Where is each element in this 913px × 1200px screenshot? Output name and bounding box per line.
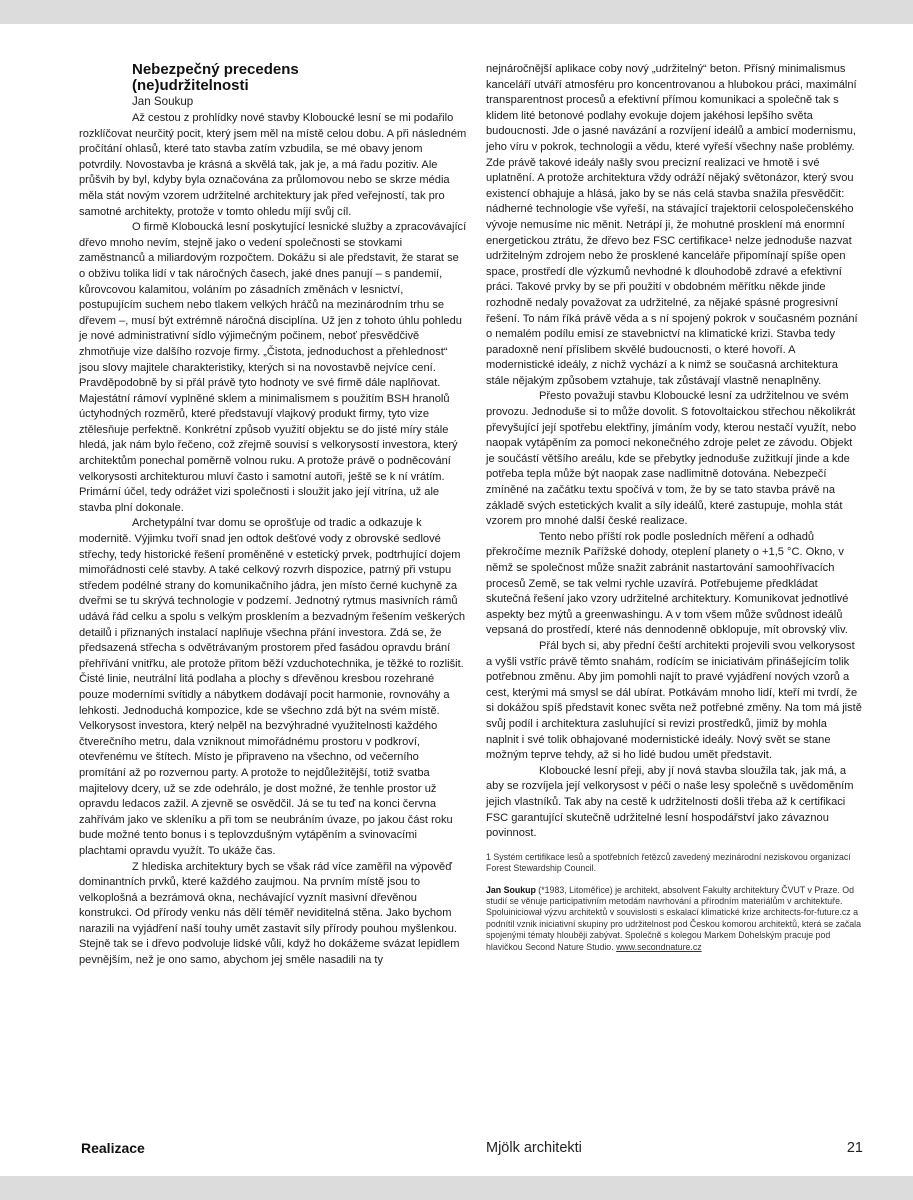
article-author: Jan Soukup bbox=[132, 95, 194, 108]
magazine-page bbox=[0, 24, 913, 1176]
body-paragraph: nejnáročnější aplikace coby nový „udržitelný“ beton. Přísný minimalismus kanceláří utváří atmosféru pro koncentrovanou a hlubokou práci, maximální transparentnost procesů a efektivní přímou komunikaci a společně tak s klidem lité betonové podlahy evokuje dojem jakéhosi lepšího světa budoucnosti. Jde o jasné navázání a rozvíjení ideálů a ambicí modernismu, jeho víru v pokrok, technologii a vědu, které vyřeší všechny naše problémy. Zde právě takové ideály našly svou precizní realizaci ve hmotě i své uplatnění. A protože architektura vždy odráží nějaký světonázor, který svou existencí obhajuje a hlásá, jako by se nás celá stavba snažila přesvědčit: nádherné technologie vše vyřeší, na stávající trajektorii celospolečenského vývoje nemusíme nic měnit. Netrápí ji, že mohutné prosklení má enormní energetickou ztrátu, že dřevo bez FSC certifikace¹ nelze jednoduše nazvat udržitelným zdrojem nebo že prosklené kanceláře připomínají spíše open space, prostředí dle výzkumů nevhodné k dlouhodobě zdravé a efektivní práci. Takové prvky by se při použití v obdobném měřítku někde jinde rozhodně nedaly považovat za udržitelné, za nějaké spásné progresivní řešení. To nám říká právě věda a s ní spojený pokrok v současném poznání o nemalém podílu emisí ze stavebnictví na klimatické krizi. Stavba tedy paradoxně není příslibem skvělé budoucnosti, o které hovoří. A modernistické ideály, z nichž vychází a k nimž se současná architektura stále nějakým způsobem vztahuje, tak zůstávají vlastně nenaplněny. bbox=[486, 63, 858, 387]
bio-author-name: Jan Soukup bbox=[486, 884, 536, 895]
title-line-1: Nebezpečný precedens bbox=[132, 61, 299, 78]
body-paragraph: Kloboucké lesní přeji, aby jí nová stavba sloužila tak, jak má, a aby se rozvíjela její velkorysost v péči o naše lesy společně s uvědoměním jejich vlastníků. Tak aby na cestě k udržitelnosti došli třeba až k certifikaci FSC garantující skutečně udržitelné lesní hospodářství jako závaznou povinnost. bbox=[486, 764, 854, 840]
right-column bbox=[486, 62, 862, 953]
body-paragraph: O firmě Kloboucká lesní poskytující lesnické služby a zpracovávající dřevo mnoho nevím, stejně jako o vedení společnosti se stovkami zaměstnanců a miliardovým rozpočtem. Dokážu si ale představit, že starat se o obživu tolika lidí v tak náročných časech, jaké dnes panují – s pandemií, kůrovcovou kalamitou, voláním po zásadních změnách v lesnictví, postupujícím suchem nebo tlakem velkých hráčů na mezinárodním trhu se dřevem –, musí být extrémně náročná disciplína. Už jen z tohoto úhlu pohledu je nové administrativní sídlo výjimečným počinem, neboť přesvědčivě zhmotňuje vize dalšího rozvoje firmy. „Čistota, jednoduchost a přehlednost“ jsou slovy majitele charakteristiky, kterých si na novostavbě nejvíce cení. Pravděpodobně by si přál právě tyto hodnoty ve své firmě dále naplňovat. Majestátní rámoví vyplněné sklem a minimalismem s použitím BSH hranolů úctyhodných rozměrů, které představují vlajkový produkt firmy, tyto vize ztělesňuje perfektně. Konkrétní způsob využití objektu se do jisté míry stále hledá, jak nám bylo řečeno, což zřejmě souvisí s velkorysostí investora, který architektům ponechal poměrně volnou ruku. A protože právě o podněcování velkorysosti architekturou mluví často i samotní autoři, ještě se k ní vrátím. Primární účel, tedy odrážet vizi společnosti i sloužit jako její vitrína, už ale stavba plní dokonale. bbox=[79, 221, 467, 514]
body-paragraph: Archetypální tvar domu se oprošťuje od tradic a odkazuje k modernitě. Výjimku tvoří snad jen odtok dešťové vody z obrovské sedlové střechy, tedy historické řešení proměněné v estetický prvek, podtrhující dojem mimořádnosti celé stavby. A také celkový rozvrh dispozice, patrný při vstupu středem podélné strany do komunikačního jádra, jen místo černé kuchyně za dveřmi se tu skrývá technologie v podzemí. Jednotný rytmus masivních rámů udává řád celku a spolu s velkým prosklením a bezvadným řešením veškerých detailů i přiznaných instalací naplňuje všechna přání investora. Zdá se, že předsazená střecha s odvětrávaným prostorem před fasádou opravdu brání přehřívání vnitřku, ale protože přitom běží vzduchotechnika, je těžké to rozlišit. Čisté linie, neutrální litá podlaha a plochy s dřevěnou kresbou rozehrané pouze moderními svítidly a nábytkem dodávají pocit harmonie, rovnováhy a lehkosti. Jednoduchá kompozice, kde se všechno zdá být na svém místě. Velkorysost investora, který nelpěl na bezvýhradné využitelnosti každého čtverečního metru, dala vzniknout mimořádnému prostoru v podkroví, otevřenému ve štítech. Místo je připraveno na všechno, od večerního promítání až po rozvernou party. A protože to nejdůležitější, totiž svatba majitelovy dcery, už se zde odehrálo, je dost možné, že tenhle prostor už opravdu ledacos zažil. A zjevně se osvědčil. Já se tu teď na konci června zahřívám jako ve skleníku a při tom se neubráním úvaze, po jakou část roku bude možné tento bonus i s teplovzdušným vytápěním a svinovacími plachtami opravdu využít. To ukáže čas. bbox=[79, 517, 465, 857]
footer-section-name: Realizace bbox=[81, 1140, 145, 1156]
left-column bbox=[79, 62, 467, 969]
footer-page-number: 21 bbox=[846, 1140, 863, 1156]
article-title bbox=[79, 62, 467, 94]
footnote: 1 Systém certifikace lesů a spotřebních řetězců zavedený mezinárodní neziskovou organizací Forest Stewardship Council. bbox=[486, 851, 851, 874]
body-paragraph: Z hlediska architektury bych se však rád více zaměřil na výpověď dominantních prvků, které každého zaujmou. Na prvním místě jsou to velkoplošná a bezrámová okna, nechávající vyznít masivní dřevěnou konstrukci. Od přírody venku nás dělí téměř neviditelná stěna. Jako bychom narazili na vyjádření naší touhy umět zastavit síly přírody pouhou myšlenkou. Stejně tak se i dřevo podvoluje lidské vůli, když ho dokážeme svázat lepidlem pevnějším, než je ono samo, abychom jej směle nasadili na ty bbox=[79, 860, 460, 967]
bio-text: (*1983, Litoměřice) je architekt, absolvent Fakulty architektury ČVUT v Praze. Od studií se věnuje participativním metodám navrhování a přírodním materiálům v architektuře. Spoluiniciował výzvu architektů v souvislosti s eskalací klimatické krize architects-for-future.cz a podnítil vznik iniciativní skupiny pro udržitelnost pod Českou komorou architektů, která se začala spojenými tématy hlouběji zabývat. Společně s kolegou Markem Dohelským pracuje pod hlavičkou Second Nature Studio. bbox=[486, 884, 862, 952]
body-paragraph: Až cestou z prohlídky nové stavby Kloboucké lesní se mi podařilo rozklíčovat neurčitý pocit, který jsem měl na místě celou dobu. A při následném pročítání ohlasů, které tato stavba zatím vzbudila, se mé obavy jenom potvrdily. Novostavba je krásná a skvělá tak, jak je, a má řadu pozitiv. Ale průšvih by byl, kdyby byla označována za průlomovou nebo se skrze média měla stát novým vzorem udržitelné architektury jak před veřejností, tak pro samotné architekty, protože v tomto ohledu míjí svůj cíl. bbox=[79, 112, 467, 218]
body-paragraph: Tento nebo příští rok podle posledních měření a odhadů překročíme mezník Pařížské dohody, oteplení planety o +1,5 °C. Okno, v němž se společnost může snažit zabránit nastartování samoohřívacích procesů Země, se tak velmi rychle uzavírá. Potřebujeme předkládat skutečná řešení jako vzory udržitelné architektury. Komunikovat jednotlivé aspekty bez mýtů a greenwashingu. A v tom všem může svůdnost ideálů vepsaná do prostředí, které nás dennodenně obklopuje, mít obrovský vliv. bbox=[486, 530, 849, 637]
footer-magazine-name: Mjölk architekti bbox=[486, 1140, 582, 1156]
author-bio bbox=[486, 885, 862, 953]
title-line-2: (ne)udržitelnosti bbox=[132, 77, 249, 94]
body-paragraph: Přál bych si, aby přední čeští architekti projevili svou velkorysost a vyšli vstříc právě těmto snahám, rodícím se iniciativám přinášejícím tolik potřebnou změnu. Aby jim pomohli najít to pravé vyjádření nových vzorů a cest, kterými má smysl se dál ubírat. Potkávám mnoho lidí, kteří mi tvrdí, že si dokážou spíš představit konec světa než potřebné změny. Na tom má jistě svůj podíl i architektura zasluhující si revizi prostředků, jimiž by mohla naplnit i své tolik obhajované modernistické ideály. Nový svět se stane možným teprve tehdy, až si ho lidé budou umět představit. bbox=[486, 639, 862, 762]
page-footer bbox=[0, 1134, 913, 1176]
body-paragraph: Přesto považuji stavbu Kloboucké lesní za udržitelnou ve svém provozu. Jednoduše si to může dovolit. S fotovoltaickou střechou několikrát převyšující její spotřebu elektřiny, jímáním vody, kterou nestačí využít, nebo naopak vytápěním za pomoci nekonečného zdroje pelet ze závodu. Objekt je součástí většího areálu, kde se přebytky jednoduše zužitkují jinde a kde potřeba tepla může být naopak zase nadlimitně dotována. Nebezpečí zmíněné na začátku textu spočívá v tom, že by se tato stavba právě na základě svých estetických kvalit a síly ideálů, které zastupuje, mohla stát vzorem pro mnohé další české realizace. bbox=[486, 390, 857, 528]
bio-website-link[interactable]: www.secondnature.cz bbox=[616, 941, 702, 952]
